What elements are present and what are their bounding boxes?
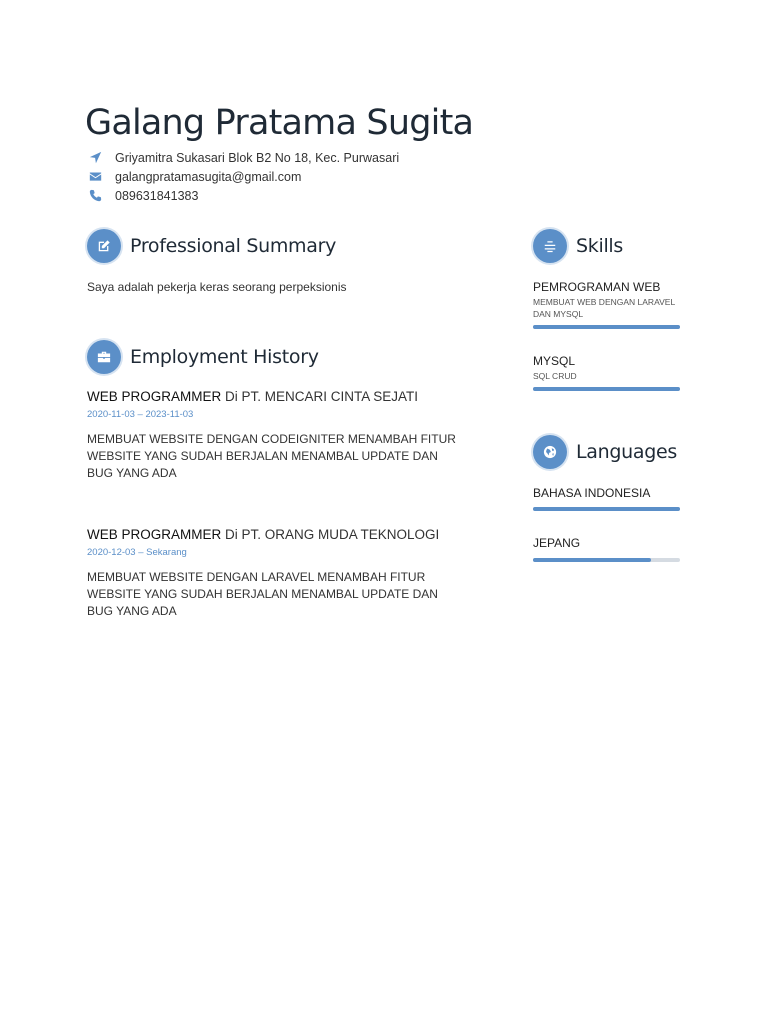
resume-name: Galang Pratama Sugita: [85, 103, 474, 143]
job-company: Di PT. MENCARI CINTA SEJATI: [221, 389, 419, 404]
skill-level-bar: [533, 325, 680, 329]
contact-phone: [88, 188, 198, 203]
language-item: [533, 486, 680, 511]
skill-name: MYSQL: [533, 354, 576, 368]
job-title: [87, 527, 439, 542]
globe-icon: [533, 435, 567, 469]
phone-icon: [88, 188, 103, 203]
language-name: BAHASA INDONESIA: [533, 486, 651, 500]
contact-address: [88, 150, 399, 165]
employment-title: Employment History: [130, 346, 319, 368]
language-item: [533, 536, 680, 562]
skill-item: [533, 280, 680, 329]
skill-level-fill: [533, 387, 680, 391]
job-company: Di PT. ORANG MUDA TEKNOLOGI: [221, 527, 440, 542]
envelope-icon: [88, 169, 103, 184]
job-role: WEB PROGRAMMER: [87, 389, 222, 404]
phone-text[interactable]: 089631841383: [115, 188, 199, 203]
job-description: MEMBUAT WEBSITE DENGAN LARAVEL MENAMBAH FITUR WEBSITE YANG SUDAH BERJALAN MENAMBAL UPDATE DAN BUG YANG ADA: [87, 570, 438, 618]
language-name: JEPANG: [533, 536, 581, 550]
job-dates: 2020-11-03 – 2023-11-03: [87, 409, 194, 420]
address-text: Griyamitra Sukasari Blok B2 No 18, Kec. Purwasari: [115, 150, 400, 165]
job-description: MEMBUAT WEBSITE DENGAN CODEIGNITER MENAMBAH FITUR WEBSITE YANG SUDAH BERJALAN MENAMBAL UPDATE DAN BUG YANG ADA: [87, 432, 456, 480]
language-level-bar: [533, 507, 680, 511]
skills-heading: [533, 229, 623, 263]
skill-item: [533, 354, 680, 391]
skill-description: MEMBUAT WEB DENGAN LARAVEL DAN MYSQL: [533, 297, 675, 319]
languages-title: Languages: [576, 441, 677, 463]
skill-level-fill: [533, 325, 680, 329]
languages-heading: [533, 435, 677, 469]
language-level-bar: [533, 558, 680, 562]
contact-email: [88, 169, 301, 184]
skill-level-bar: [533, 387, 680, 391]
job-dates: 2020-12-03 – Sekarang: [87, 547, 187, 558]
location-arrow-icon: [88, 150, 103, 165]
summary-heading: [87, 229, 336, 263]
skill-description: SQL CRUD: [533, 371, 577, 381]
skill-name: PEMROGRAMAN WEB: [533, 280, 661, 294]
summary-title: Professional Summary: [130, 235, 337, 257]
language-level-fill: [533, 558, 651, 562]
email-text[interactable]: galangpratamasugita@gmail.com: [115, 169, 302, 184]
summary-text: Saya adalah pekerja keras seorang perpeksionis: [87, 280, 347, 294]
employment-heading: [87, 340, 319, 374]
skills-title: Skills: [576, 235, 623, 257]
edit-icon: [87, 229, 121, 263]
job-title: [87, 389, 418, 404]
language-level-fill: [533, 507, 680, 511]
briefcase-icon: [87, 340, 121, 374]
skills-icon: [533, 229, 567, 263]
job-role: WEB PROGRAMMER: [87, 527, 222, 542]
